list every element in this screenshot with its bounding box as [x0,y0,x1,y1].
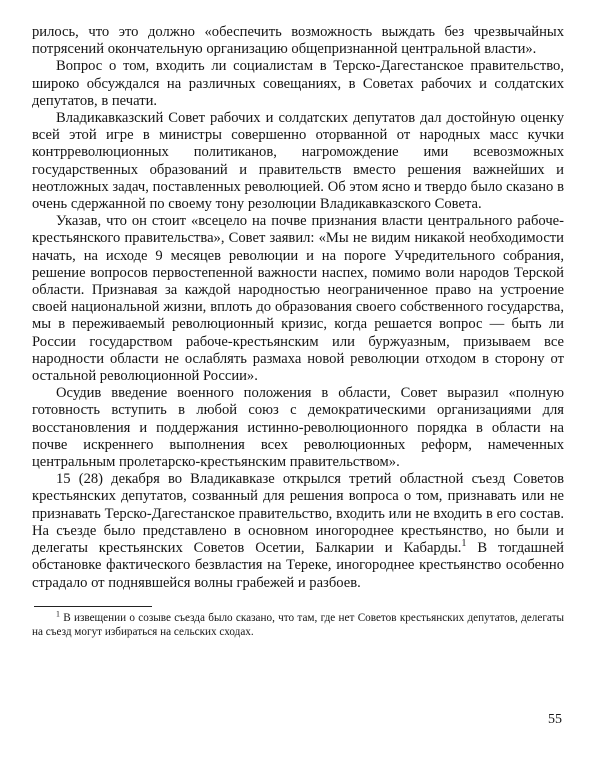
footnote [32,608,564,639]
paragraph-5: Осудив введение военного положения в области, Совет выразил «полную готовность вступить в любой союз с демократическими организациями для восстановления и поддержания истинно-революционного порядка в области на почве искреннего выполнения всех революционных реформ, намеченных центральным пролетарско-крестьянским правительством». [32,385,564,471]
footnote-reference: 1 [461,538,467,550]
paragraph-4: Указав, что он стоит «всецело на почве признания власти центрального рабоче-крестьянского правительства», Совет заявил: «Мы не видим никакой необходимости начать, на исходе 9 месяцев революции и на пороге Учредительного собрания, решение вопросов первостепенной важности наспех, помимо воли народов Терской области. Признавая за каждой народностью неограниченное право на устроение своей национальной жизни, вплоть до образования своего собственного государства, мы в переживаемый революционный кризис, когда решается вопрос — быть ли России государством рабоче-крестьянским или буржуазным, призываем все народности области не ослаблять размаха новой революции отходом в сторону от остальной революционной России». [32,213,564,385]
page-number: 55 [548,712,562,727]
paragraph-6-continuation: В тогдашней обстановке фактического безвластия на Тереке, иногороднее крестьянство особенно страдало от поднявшейся волны грабежей и разбоев. [32,540,564,591]
paragraph-6-text: 15 (28) декабря во Владикавказе открылся третий областной съезд Советов крестьянских депутатов, созванный для решения вопроса о том, признавать или не признавать Терско-Дагестанское правительство, входить или не входить в его состав. На съезде было представлено в основном иногороднее крестьянство, но были и делегаты крестьянских Советов Осетии, Балкарии и Кабарды. [32,471,564,557]
paragraph-1: рилось, что это должно «обеспечить возможность выждать без чрезвычайных потрясений окончательную организацию общепризнанной центральной власти». [32,24,564,58]
footnote-text: В извещении о созыве съезда было сказано, что там, где нет Советов крестьянских депутатов, делегаты на съезд могут избираться на сельских сходах. [32,611,564,638]
paragraph-3: Владикавказский Совет рабочих и солдатских депутатов дал достойную оценку всей этой игре в министры совершенно оторванной от народных масс кучки контрреволюционных политиканов, нагромождение ими всевозможных государственных образований и правительств вместо решения важнейших и неотложных задач, поставленных революцией. Об этом ясно и твердо было сказано в очень сдержанной по своему тону резолюции Владикавказского Совета. [32,110,564,213]
footnote-marker: 1 [56,608,60,618]
main-text [32,24,564,592]
paragraph-2: Вопрос о том, входить ли социалистам в Терско-Дагестанское правительство, широко обсуждался на различных совещаниях, в Советах рабочих и солдатских депутатов, в печати. [32,58,564,109]
paragraph-6 [32,471,564,591]
footnote-divider [34,606,152,607]
